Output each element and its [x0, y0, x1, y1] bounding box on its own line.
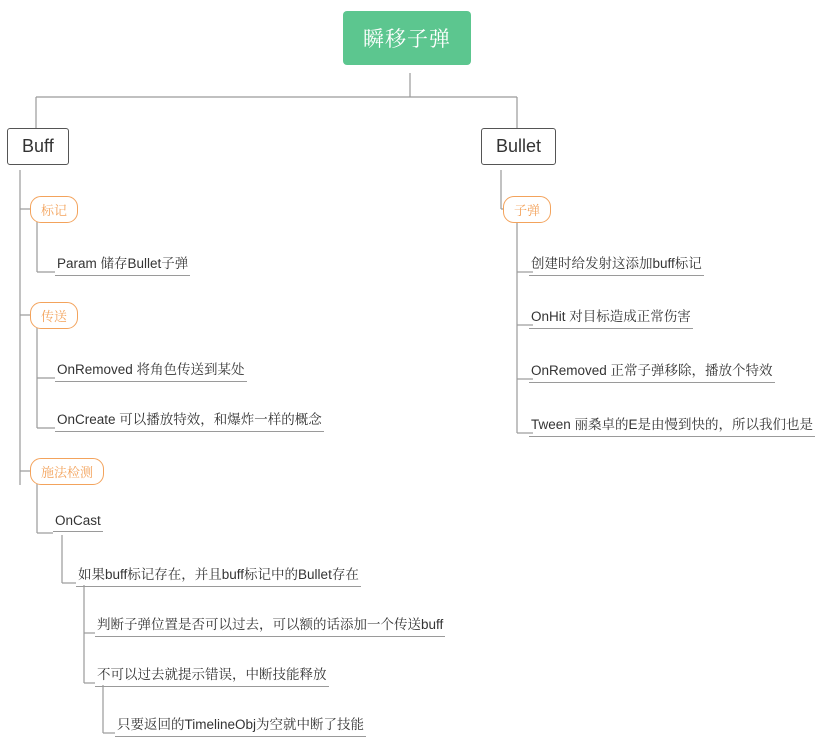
leaf-node-buff-check-position[interactable]: 判断子弹位置是否可以过去，可以额的话添加一个传送buff — [95, 611, 445, 637]
leaf-node-buff-check-error[interactable]: 不可以过去就提示错误，中断技能释放 — [95, 661, 329, 687]
branch-node-buff[interactable]: Buff — [7, 128, 69, 165]
branch-node-bullet[interactable]: Bullet — [481, 128, 556, 165]
leaf-node-buff-chuansong-1[interactable]: OnRemoved 将角色传送到某处 — [55, 356, 247, 382]
leaf-node-bullet-4[interactable]: Tween 丽桑卓的E是由慢到快的，所以我们也是 — [529, 411, 815, 437]
leaf-node-buff-chuansong-2[interactable]: OnCreate 可以播放特效，和爆炸一样的概念 — [55, 406, 324, 432]
leaf-node-bullet-2[interactable]: OnHit 对目标造成正常伤害 — [529, 303, 693, 329]
leaf-node-bullet-1[interactable]: 创建时给发射这添加buff标记 — [529, 250, 704, 276]
leaf-node-oncast[interactable]: OnCast — [53, 511, 103, 532]
group-node-shifajiance[interactable]: 施法检测 — [30, 458, 104, 485]
leaf-node-buff-check-condition[interactable]: 如果buff标记存在，并且buff标记中的Bullet存在 — [76, 561, 361, 587]
leaf-node-bullet-3[interactable]: OnRemoved 正常子弹移除，播放个特效 — [529, 357, 775, 383]
group-node-zidan[interactable]: 子弹 — [503, 196, 551, 223]
group-node-chuansong[interactable]: 传送 — [30, 302, 78, 329]
root-node[interactable]: 瞬移子弹 — [343, 11, 471, 65]
group-node-biaoji[interactable]: 标记 — [30, 196, 78, 223]
leaf-node-buff-biaoji-1[interactable]: Param 储存Bullet子弹 — [55, 250, 190, 276]
leaf-node-buff-check-timeline[interactable]: 只要返回的TimelineObj为空就中断了技能 — [115, 711, 366, 737]
